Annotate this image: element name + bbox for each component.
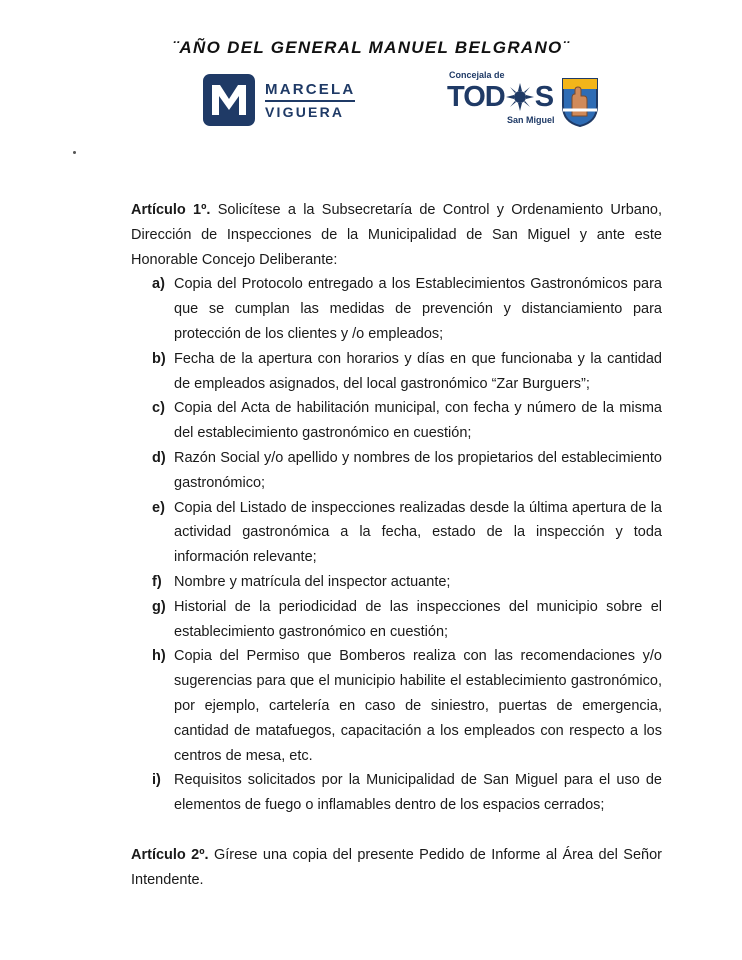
- list-item: [131, 644, 662, 768]
- m-letter-icon: [203, 74, 255, 126]
- list-item-text: Nombre y matrícula del inspector actuante;: [174, 573, 451, 590]
- list-item-letter: a): [152, 276, 165, 293]
- list-item-letter: h): [152, 648, 166, 665]
- list-item-text: Fecha de la apertura con horarios y días en que funcionaba y la cantidad de empleados asignados, del local gastronómico “Zar Burguers”;: [174, 350, 662, 392]
- list-item: [131, 595, 662, 645]
- article-2-text: Gírese una copia del presente Pedido de Informe al Área del Señor Intendente.: [131, 846, 662, 888]
- list-item-text: Copia del Listado de inspecciones realizadas desde la última apertura de la actividad gastronómica a la fecha, estado de la inspección y toda información relevante;: [174, 499, 662, 566]
- list-item-letter: f): [152, 573, 162, 590]
- list-item-text: Requisitos solicitados por la Municipalidad de San Miguel para el uso de elementos de fuego o inflamables dentro de los espacios cerrados;: [174, 772, 662, 814]
- hand-shield-icon: [560, 76, 600, 128]
- marcela-viguera-logo: [203, 72, 355, 128]
- article-1-label: Artículo 1º.: [131, 202, 211, 218]
- list-item: [131, 272, 662, 346]
- scan-speck: [73, 151, 76, 154]
- list-item: [131, 570, 662, 595]
- list-item: [131, 496, 662, 570]
- logo-todos-city: San Miguel: [507, 115, 555, 125]
- list-item: [131, 396, 662, 446]
- list-item-letter: c): [152, 400, 165, 417]
- logo-name-last: VIGUERA: [265, 103, 345, 120]
- list-item: [131, 768, 662, 818]
- document-motto: ¨AÑO DEL GENERAL MANUEL BELGRANO¨: [172, 38, 570, 57]
- list-item-text: Copia del Permiso que Bomberos realiza con las recomendaciones y/o sugerencias para que el municipio habilite el establecimiento gastronómico, por ejemplo, cartelería en caso de siniestro, puertas de emergencia, cantidad de matafuegos, capacitación a los empleados con respecto a los centros de mesa, etc.: [174, 648, 662, 764]
- request-list: [131, 272, 662, 818]
- list-item-letter: g): [152, 598, 166, 615]
- list-item-letter: e): [152, 499, 165, 516]
- logo-todos-word-right: S: [534, 81, 554, 113]
- list-item-text: Razón Social y/o apellido y nombres de los propietarios del establecimiento gastronómico;: [174, 449, 662, 491]
- list-item-letter: b): [152, 350, 166, 367]
- concejala-todos-logo: [447, 70, 607, 132]
- document-body: [131, 198, 662, 893]
- logo-name-first: MARCELA: [265, 80, 356, 98]
- article-1: [131, 198, 662, 272]
- article-1-text: Solicítese a la Subsecretaría de Control y Ordenamiento Urbano, Dirección de Inspecciones de la Municipalidad de San Miguel y ante este Honorable Concejo Deliberante:: [131, 202, 663, 268]
- list-item-text: Historial de la periodicidad de las inspecciones del municipio sobre el establecimiento gastronómico en cuestión;: [174, 598, 662, 640]
- list-item-letter: i): [152, 772, 161, 789]
- logo-todos-caption: Concejala de: [449, 70, 505, 80]
- sun-icon: [506, 83, 534, 111]
- list-item: [131, 446, 662, 496]
- list-item-text: Copia del Acta de habilitación municipal, con fecha y número de la misma del establecimiento gastronómico en cuestión;: [174, 400, 662, 442]
- list-item-letter: d): [152, 449, 166, 466]
- article-2: [131, 843, 662, 893]
- article-2-label: Artículo 2º.: [131, 846, 209, 863]
- logo-todos-word-left: TOD: [447, 81, 505, 113]
- list-item-text: Copia del Protocolo entregado a los Establecimientos Gastronómicos para que se cumplan las medidas de prevención y distanciamiento para protección de los clientes y /o empleados;: [174, 276, 662, 342]
- list-item: [131, 347, 662, 397]
